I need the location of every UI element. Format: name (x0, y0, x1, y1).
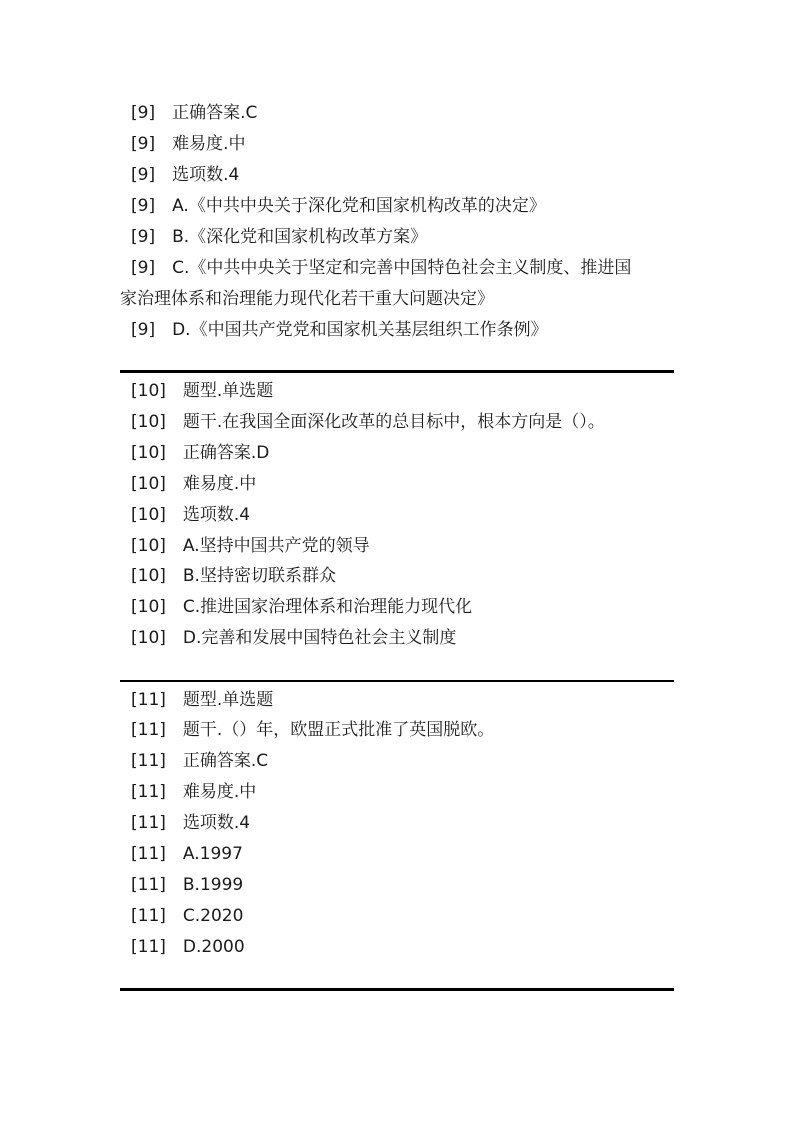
q11-difficulty: [11] 难易度.中 (131, 782, 257, 802)
q9-option-b: [9] B.《深化党和国家机构改革方案》 (131, 227, 428, 247)
q11-stem: [11] 题干.（）年，欧盟正式批准了英国脱欧。 (131, 720, 495, 740)
q10-option-a: [10] A.坚持中国共产党的领导 (131, 536, 370, 556)
q11-option-a: [11] A.1997 (131, 844, 243, 864)
q9-option-c-line1: [9] C.《中共中央关于坚定和完善中国特色社会主义制度、推进国 (131, 258, 632, 278)
section-divider-9 (120, 370, 674, 373)
q10-stem: [10] 题干.在我国全面深化改革的总目标中，根本方向是（）。 (131, 412, 605, 432)
q9-option-d: [9] D.《中国共产党党和国家机关基层组织工作条例》 (131, 320, 548, 340)
q11-option-d: [11] D.2000 (131, 937, 245, 957)
q9-option-count: [9] 选项数.4 (131, 165, 240, 185)
q9-option-a: [9] A.《中共中央关于深化党和国家机构改革的决定》 (131, 196, 546, 216)
q10-option-c: [10] C.推进国家治理体系和治理能力现代化 (131, 597, 473, 617)
q10-type: [10] 题型.单选题 (131, 381, 274, 401)
q11-correct-answer: [11] 正确答案.C (131, 751, 269, 771)
q9-option-c-line2: 家治理体系和治理能力现代化若干重大问题决定》 (120, 289, 494, 309)
q11-option-b: [11] B.1999 (131, 875, 244, 895)
section-divider-11 (120, 988, 674, 991)
q10-correct-answer: [10] 正确答案.D (131, 443, 270, 463)
q10-option-b: [10] B.坚持密切联系群众 (131, 566, 336, 586)
q11-option-c: [11] C.2020 (131, 906, 244, 926)
q9-difficulty: [9] 难易度.中 (131, 134, 246, 154)
q10-option-count: [10] 选项数.4 (131, 505, 251, 525)
q11-type: [11] 题型.单选题 (131, 690, 274, 710)
q10-option-d: [10] D.完善和发展中国特色社会主义制度 (131, 628, 457, 648)
q11-option-count: [11] 选项数.4 (131, 813, 251, 833)
q9-correct-answer: [9] 正确答案.C (131, 103, 258, 123)
q10-difficulty: [10] 难易度.中 (131, 474, 257, 494)
section-divider-10 (120, 680, 674, 682)
